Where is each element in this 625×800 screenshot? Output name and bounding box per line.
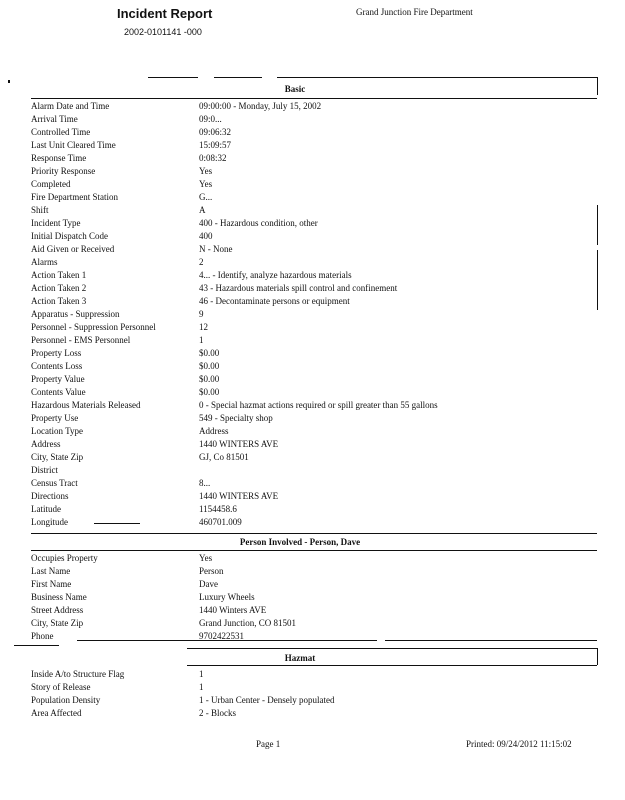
field-value: 400 - Hazardous condition, other [199, 218, 318, 228]
field-label: Action Taken 1 [31, 270, 87, 280]
header-rule-segment [214, 77, 262, 78]
field-label: Incident Type [31, 218, 81, 228]
section-border [597, 648, 598, 665]
field-value: 8... [199, 478, 211, 488]
field-label: Priority Response [31, 166, 96, 176]
section-rule-basic [31, 98, 597, 99]
field-value: A [199, 205, 206, 215]
section-title-hazmat: Hazmat [284, 653, 316, 663]
section-rule-hazmat [187, 665, 597, 666]
field-label: Shift [31, 205, 49, 215]
field-value: 549 - Specialty shop [199, 413, 273, 423]
field-value: 1154458.6 [199, 504, 237, 514]
field-label: Last Name [31, 566, 71, 576]
field-label: Personnel - EMS Personnel [31, 335, 131, 345]
margin-mark [8, 80, 10, 83]
field-value: 43 - Hazardous materials spill control and confinement [199, 283, 398, 293]
section-border [597, 250, 598, 310]
field-value: $0.00 [199, 361, 220, 371]
field-value: 9702422531 [199, 631, 244, 641]
page-number: Page 1 [256, 739, 281, 749]
field-value: 9 [199, 309, 204, 319]
field-label: Area Affected [31, 708, 82, 718]
header-rule-segment [148, 77, 198, 78]
field-label: Property Loss [31, 348, 82, 358]
report-title: Incident Report [117, 6, 213, 21]
printed-timestamp: Printed: 09/24/2012 11:15:02 [466, 739, 572, 749]
field-label: City, State Zip [31, 452, 84, 462]
section-top-rule-hazmat [187, 648, 597, 649]
section-title-person: Person Involved - Person, Dave [239, 537, 361, 547]
field-label: Street Address [31, 605, 84, 615]
section-border [597, 77, 598, 95]
field-value: Dave [199, 579, 218, 589]
field-label: Hazardous Materials Released [31, 400, 141, 410]
field-label: Apparatus - Suppression [31, 309, 120, 319]
field-value: 09:06:32 [199, 127, 232, 137]
field-value: 1 [199, 682, 204, 692]
field-value: Luxury Wheels [199, 592, 255, 602]
field-value: Grand Junction, CO 81501 [199, 618, 296, 628]
field-label: City, State Zip [31, 618, 84, 628]
field-label: Longitude [31, 517, 68, 527]
field-value: $0.00 [199, 387, 220, 397]
field-label: Controlled Time [31, 127, 91, 137]
incident-number: 2002-0101141 -000 [124, 27, 202, 37]
rule-segment [77, 640, 377, 641]
department-name: Grand Junction Fire Department [356, 7, 473, 17]
field-value: 09:00:00 - Monday, July 15, 2002 [199, 101, 322, 111]
field-label: Census Tract [31, 478, 78, 488]
field-value: 1440 WINTERS AVE [199, 491, 279, 501]
rule-segment [14, 645, 59, 646]
field-value: 2 - Blocks [199, 708, 236, 718]
field-label: Action Taken 2 [31, 283, 87, 293]
rule-segment [94, 523, 140, 524]
field-value: 46 - Decontaminate persons or equipment [199, 296, 350, 306]
field-value: G... [199, 192, 213, 202]
field-label: Latitude [31, 504, 61, 514]
field-label: First Name [31, 579, 72, 589]
field-label: Population Density [31, 695, 101, 705]
field-label: Story of Release [31, 682, 91, 692]
field-value: Address [199, 426, 229, 436]
field-value: 1 [199, 669, 204, 679]
field-label: Aid Given or Received [31, 244, 115, 254]
field-value: $0.00 [199, 348, 220, 358]
field-value: 4... - Identify, analyze hazardous materials [199, 270, 352, 280]
field-value: GJ, Co 81501 [199, 452, 249, 462]
field-value: 1440 Winters AVE [199, 605, 267, 615]
field-label: Inside A/to Structure Flag [31, 669, 125, 679]
field-value: 1440 WINTERS AVE [199, 439, 279, 449]
field-label: Fire Department Station [31, 192, 118, 202]
field-label: District [31, 465, 58, 475]
field-value: 15:09:57 [199, 140, 232, 150]
field-label: Phone [31, 631, 54, 641]
field-label: Personnel - Suppression Personnel [31, 322, 156, 332]
field-value: Yes [199, 553, 213, 563]
rule-segment [385, 640, 597, 641]
field-value: 2 [199, 257, 204, 267]
field-value: 1 [199, 335, 204, 345]
field-label: Property Use [31, 413, 79, 423]
field-value: N - None [199, 244, 233, 254]
field-label: Initial Dispatch Code [31, 231, 108, 241]
field-value: 400 [199, 231, 213, 241]
section-border [597, 205, 598, 245]
field-value: 1 - Urban Center - Densely populated [199, 695, 335, 705]
header-rule [277, 77, 597, 78]
field-label: Alarm Date and Time [31, 101, 110, 111]
field-value: Yes [199, 166, 213, 176]
field-label: Alarms [31, 257, 58, 267]
section-rule-person [31, 550, 597, 551]
field-value: 0 - Special hazmat actions required or spill greater than 55 gallons [199, 400, 438, 410]
field-value: $0.00 [199, 374, 220, 384]
field-label: Contents Loss [31, 361, 83, 371]
section-top-rule-person [31, 533, 597, 534]
field-label: Contents Value [31, 387, 86, 397]
field-label: Property Value [31, 374, 85, 384]
field-value: Yes [199, 179, 213, 189]
field-label: Location Type [31, 426, 83, 436]
field-label: Occupies Property [31, 553, 98, 563]
field-label: Address [31, 439, 61, 449]
section-title-basic: Basic [284, 84, 306, 94]
field-value: Person [199, 566, 224, 576]
field-label: Business Name [31, 592, 87, 602]
field-label: Directions [31, 491, 69, 501]
field-label: Response Time [31, 153, 87, 163]
field-label: Completed [31, 179, 71, 189]
field-value: 460701.009 [199, 517, 242, 527]
field-value: 09:0... [199, 114, 222, 124]
field-label: Arrival Time [31, 114, 78, 124]
field-value: 12 [199, 322, 208, 332]
field-label: Action Taken 3 [31, 296, 87, 306]
field-value: 0:08:32 [199, 153, 227, 163]
field-label: Last Unit Cleared Time [31, 140, 116, 150]
